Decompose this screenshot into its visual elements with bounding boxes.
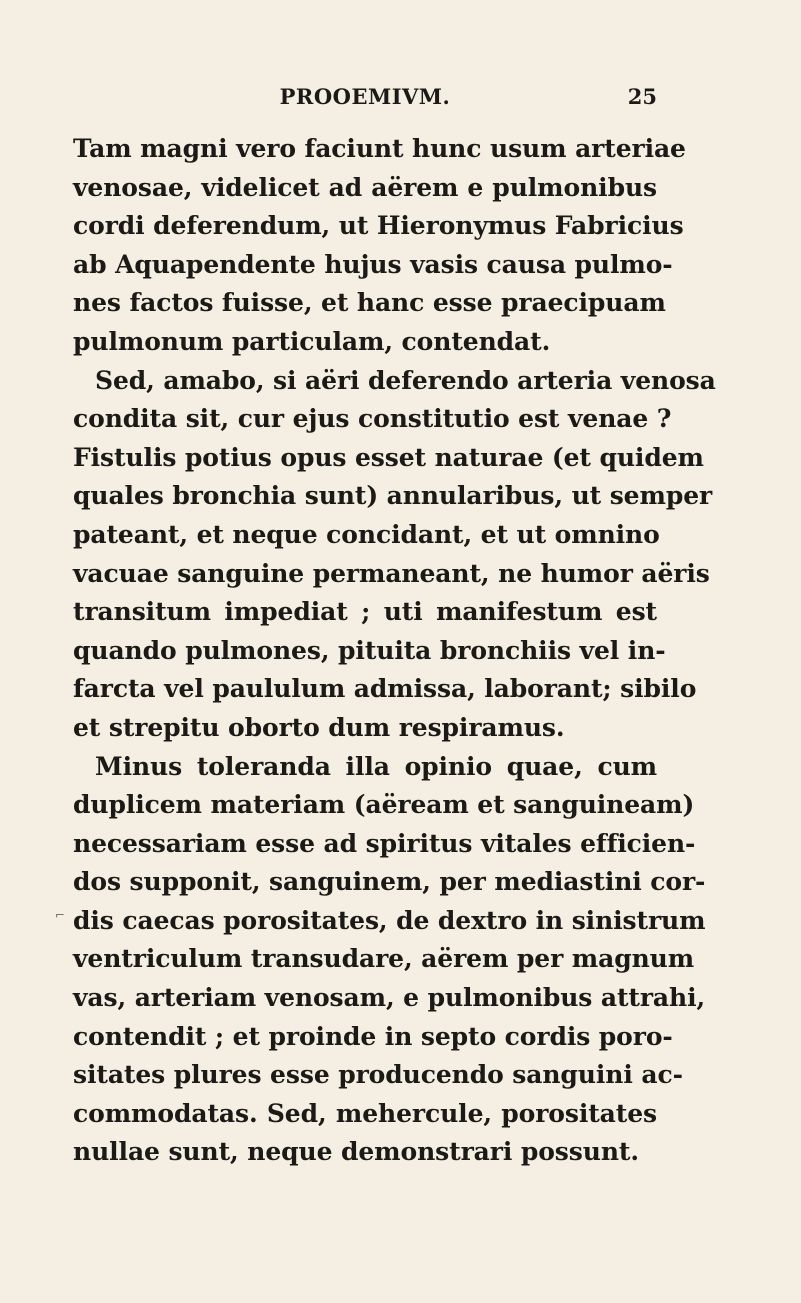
text-line: dis caecas porositates, de dextro in sinistrum (73, 905, 706, 935)
page-number: 25 (627, 84, 657, 109)
text-line: contendit ; et proinde in septo cordis poro- (73, 1021, 673, 1051)
text-line: sitates plures esse producendo sanguini ac- (73, 1060, 683, 1090)
text-line: transitum impediat ; uti manifestum est (73, 597, 657, 627)
text-line: venosae, videlicet ad aërem e pulmonibus (73, 172, 657, 202)
text-line: quando pulmones, pituita bronchiis vel in- (73, 635, 666, 665)
text-line: quales bronchia sunt) annularibus, ut semper (73, 481, 713, 511)
text-line: Fistulis potius opus esset naturae (et quidem (73, 442, 704, 472)
text-line: pateant, et neque concidant, et ut omnino (73, 519, 660, 549)
running-head (73, 84, 657, 114)
text-line: cordi deferendum, ut Hieronymus Fabricius (73, 211, 684, 241)
text-line: Tam magni vero faciunt hunc usum arteriae (73, 134, 686, 163)
text-line: nullae sunt, neque demonstrari possunt. (73, 1137, 639, 1167)
text-line: duplicem materiam (aëream et sanguineam) (73, 790, 695, 820)
text-line: Minus toleranda illa opinio quae, cum (95, 751, 657, 781)
text-line: Sed, amabo, si aëri deferendo arteria venosa (95, 365, 716, 395)
text-line: nes factos fuisse, et hanc esse praecipuam (73, 288, 666, 318)
text-line: commodatas. Sed, mehercule, porositates (73, 1098, 657, 1128)
text-line: et strepitu oborto dum respiramus. (73, 712, 565, 742)
text-line: ab Aquapendente hujus vasis causa pulmo- (73, 249, 673, 279)
body-text (73, 130, 716, 1172)
text-line: vas, arteriam venosam, e pulmonibus attrahi, (73, 983, 706, 1013)
text-line: dos supponit, sanguinem, per mediastini cor- (73, 867, 706, 897)
text-line: farcta vel paululum admissa, laborant; sibilo (73, 674, 697, 704)
text-line: condita sit, cur ejus constitutio est venae ? (73, 404, 672, 434)
text-line: vacuae sanguine permaneant, ne humor aëris (73, 558, 710, 588)
margin-mark: ⌐ (55, 908, 66, 922)
text-line: ventriculum transudare, aërem per magnum (73, 944, 695, 974)
running-title: PROOEMIVM. (279, 84, 451, 109)
text-line: necessariam esse ad spiritus vitales efficien- (73, 828, 696, 858)
text-line: pulmonum particulam, contendat. (73, 326, 551, 356)
